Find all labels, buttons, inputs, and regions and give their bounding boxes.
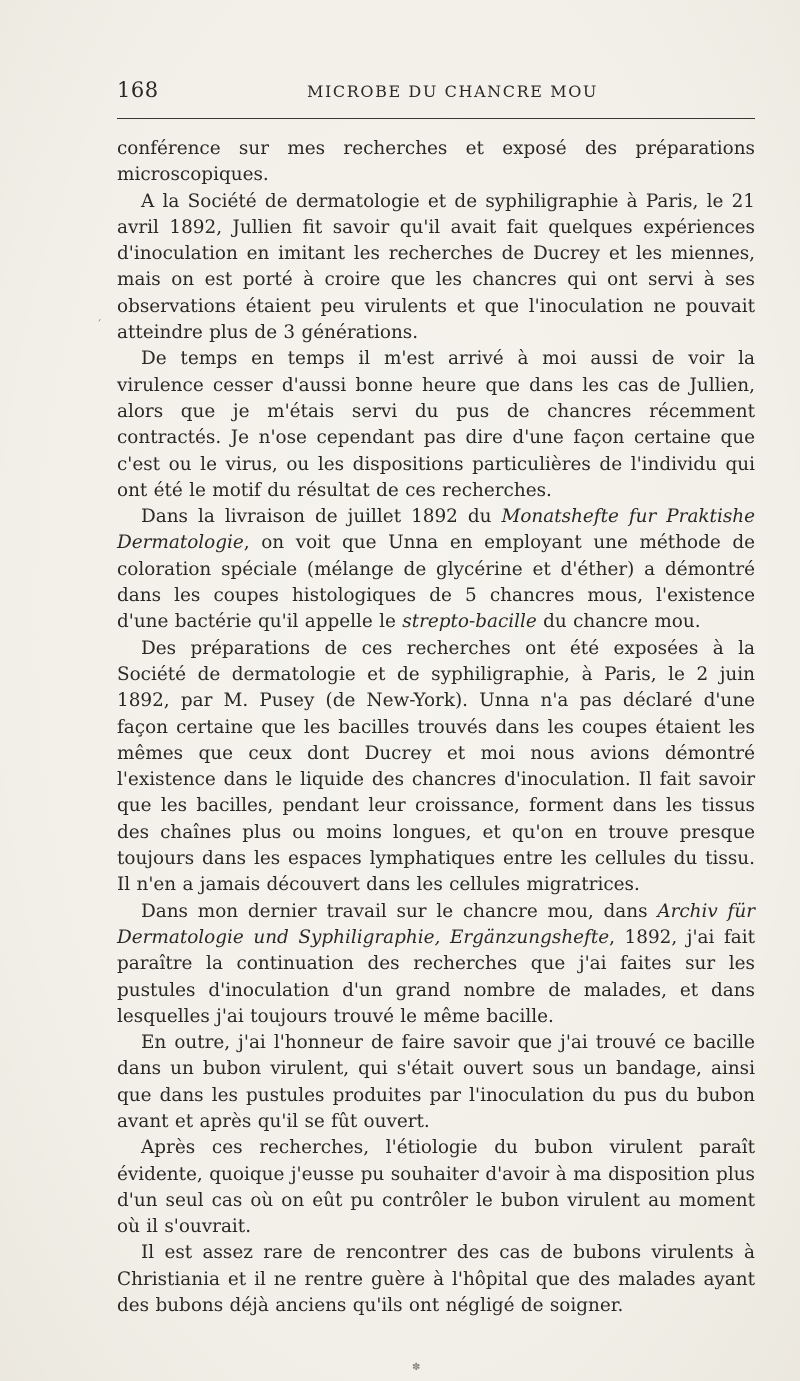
paragraph-4-text-e: du chancre mou.	[536, 611, 701, 633]
header-rule	[117, 118, 755, 119]
paragraph-4-text-c: , on voit que Unna en employant une méthode de coloration spéciale (mélange de glycérine et d'éther) a démontré dans les coupes histologiques de 5 chancres mous, l'existence d'une bactérie qu'il appelle le	[117, 532, 755, 633]
journal-title-archiv: Archiv für Dermatologie und Syphiligraphie, Ergänzungshefte	[117, 900, 756, 948]
paragraph-3: De temps en temps il m'est arrivé à moi aussi de voir la virulence cesser d'aussi bonne heure que dans les cas de Jullien, alors que je m'étais servi du pus de chancres récemment contractés. Je n'ose cependant pas dire d'une façon certaine que c'est ou le virus, ou les dispositions particulières de l'individu qui ont été le motif du résultat de ces recherches.	[117, 348, 755, 501]
paragraph-2: A la Société de dermatologie et de syphiligraphie à Paris, le 21 avril 1892, Jullien fit savoir qu'il avait fait quelques expériences d'inoculation en imitant les recherches de Ducrey et les miennes, mais on est porté à croire que les chancres qui ont servi à ses observations étaient peu virulents et que l'inoculation ne pouvait atteindre plus de 3 générations.	[117, 190, 755, 344]
paragraph-5: Des préparations de ces recherches ont été exposées à la Société de dermatologie et de syphiligraphie, à Paris, le 2 juin 1892, par M. Pusey (de New-York). Unna n'a pas déclaré d'une façon certaine que les bacilles trouvés dans les coupes étaient les mêmes que ceux dont Ducrey et moi nous avions démontré l'existence dans le liquide des chancres d'inoculation. Il fait savoir que les bacilles, pendant leur croissance, forment dans les tissus des chaînes plus ou moins longues, et qu'on en trouve presque toujours dans les espaces lymphatiques entre les cellules du tissu. Il n'en a jamais découvert dans les cellules migratrices.	[117, 637, 755, 896]
paragraph-6	[117, 899, 755, 1030]
page-header	[117, 78, 755, 108]
paragraph-4	[117, 504, 755, 635]
paragraph-9: Il est assez rare de rencontrer des cas de bubons virulents à Christiania et il ne rentre guère à l'hôpital que des malades ayant des bubons déjà anciens qu'ils ont négligé de soigner.	[117, 1242, 755, 1317]
body-text	[117, 136, 755, 1319]
term-strepto-bacille: strepto-bacille	[402, 611, 537, 633]
journal-title-monatshefte: Monatshefte fur Praktishe Dermatologie	[117, 506, 755, 554]
paragraph-6-text-a: Dans mon dernier travail sur le chancre mou, dans	[141, 900, 658, 922]
paragraph-7: En outre, j'ai l'honneur de faire savoir que j'ai trouvé ce bacille dans un bubon virulent, qui s'était ouvert sous un bandage, ainsi que dans les pustules produites par l'inoculation du pus du bubon avant et après qu'il se fût ouvert.	[117, 1032, 755, 1132]
margin-mark: ´	[96, 318, 102, 332]
running-title: MICROBE DU CHANCRE MOU	[307, 82, 599, 101]
footer-mark: ✽	[412, 1362, 421, 1373]
page-number: 168	[117, 78, 159, 102]
paragraph-8: Après ces recherches, l'étiologie du bubon virulent paraît évidente, quoique j'eusse pu souhaiter d'avoir à ma disposition plus d'un seul cas où on eût pu contrôler le bubon virulent au moment où il s'ouvrait.	[117, 1137, 755, 1238]
paragraph-1: conférence sur mes recherches et exposé des préparations microscopiques.	[117, 138, 755, 186]
paragraph-6-text-c: , 1892, j'ai fait paraître la continuation des recherches que j'ai faites sur les pustules d'inoculation d'un grand nombre de malades, et dans lesquelles j'ai toujours trouvé le même bacille.	[117, 926, 755, 1027]
paragraph-4-text-a: Dans la livraison de juillet 1892 du	[141, 506, 502, 528]
